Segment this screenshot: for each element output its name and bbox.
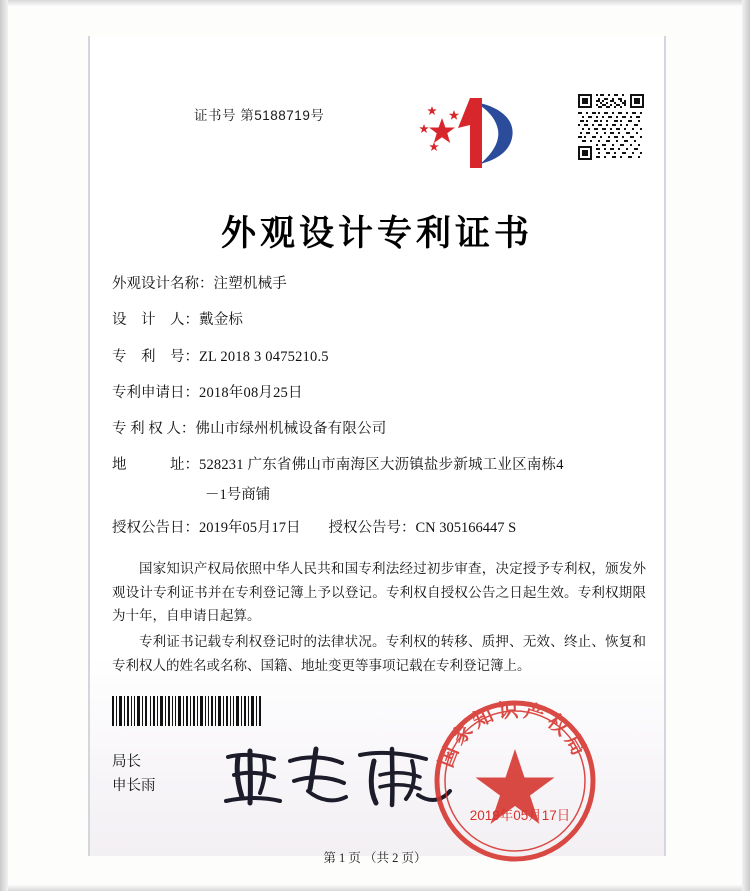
- page-title: 外观设计专利证书: [220, 213, 533, 254]
- page-footer: 第 1 页 （共 2 页）: [323, 851, 427, 865]
- field-label: 专 利 号：: [112, 348, 199, 365]
- certificate-frame: [88, 36, 666, 856]
- field-list: [112, 274, 652, 554]
- field-label: 地 址：: [112, 457, 199, 474]
- director-name-label: 申长雨: [112, 777, 156, 794]
- field-design-name: [112, 274, 652, 296]
- field-value-secondary: CN 305166447 S: [415, 520, 517, 536]
- page-edge-right: [742, 0, 750, 891]
- page-edge-top: [0, 0, 750, 6]
- serial-number: 第5188719号: [240, 108, 325, 123]
- field-value: 佛山市绿州机械设备有限公司: [195, 421, 387, 437]
- page-edge-left: [0, 0, 8, 891]
- field-value: 注塑机械手: [213, 276, 287, 292]
- field-grant-announcement: [112, 518, 652, 540]
- legal-text: [112, 557, 646, 679]
- field-label: 设 计 人：: [112, 312, 199, 329]
- field-application-date: [112, 383, 652, 405]
- director-title-label: 局长: [112, 754, 141, 770]
- field-designer: [112, 310, 652, 332]
- field-value: 2018年08月25日: [199, 384, 303, 401]
- paragraph-2: 专利证书记载专利权登记时的法律状况。专利权的转移、质押、无效、终止、恢复和专利权人的姓名或名称、国籍、地址变更等事项记载在专利登记簿上。: [112, 633, 646, 673]
- signature-block: [112, 751, 156, 799]
- field-label: 专利申请日：: [112, 384, 199, 401]
- field-label: 专 利 权 人：: [112, 421, 196, 437]
- paragraph-1: 国家知识产权局依照中华人民共和国专利法经过初步审查，决定授予专利权，颁发外观设计专利证书并在专利登记簿上予以登记。专利权自授权公告之日起生效。专利权期限为十年，自申请日起算。: [112, 561, 646, 624]
- field-label-secondary: 授权公告号：: [328, 520, 416, 536]
- field-patentee: [112, 419, 652, 441]
- field-value: 2019年05月17日: [199, 520, 301, 536]
- seal-date: 2019年05月17日: [469, 808, 571, 823]
- field-patent-number: [112, 347, 652, 369]
- barcode-icon: [112, 696, 262, 726]
- serial-label: 证书号: [194, 108, 236, 123]
- official-red-seal-icon: [425, 691, 605, 871]
- qr-code-icon: [578, 94, 644, 160]
- patent-office-emblem-icon: [408, 94, 526, 170]
- field-address: [112, 455, 652, 477]
- field-label: 外观设计名称：: [112, 276, 214, 292]
- field-address-line2: －1号商铺: [205, 486, 271, 503]
- certificate-serial: [194, 104, 324, 124]
- field-value: ZL 2018 3 0475210.5: [199, 348, 329, 365]
- field-label: 授权公告日：: [112, 520, 199, 536]
- field-value: 戴金标: [199, 312, 244, 329]
- field-value: 528231 广东省佛山市南海区大沥镇盐步新城工业区南栋4: [199, 457, 564, 474]
- svg-text:国家知识产权局: 国家知识产权局: [433, 697, 594, 771]
- handwritten-signature-icon: [220, 741, 460, 811]
- page-edge-bottom: [0, 885, 750, 891]
